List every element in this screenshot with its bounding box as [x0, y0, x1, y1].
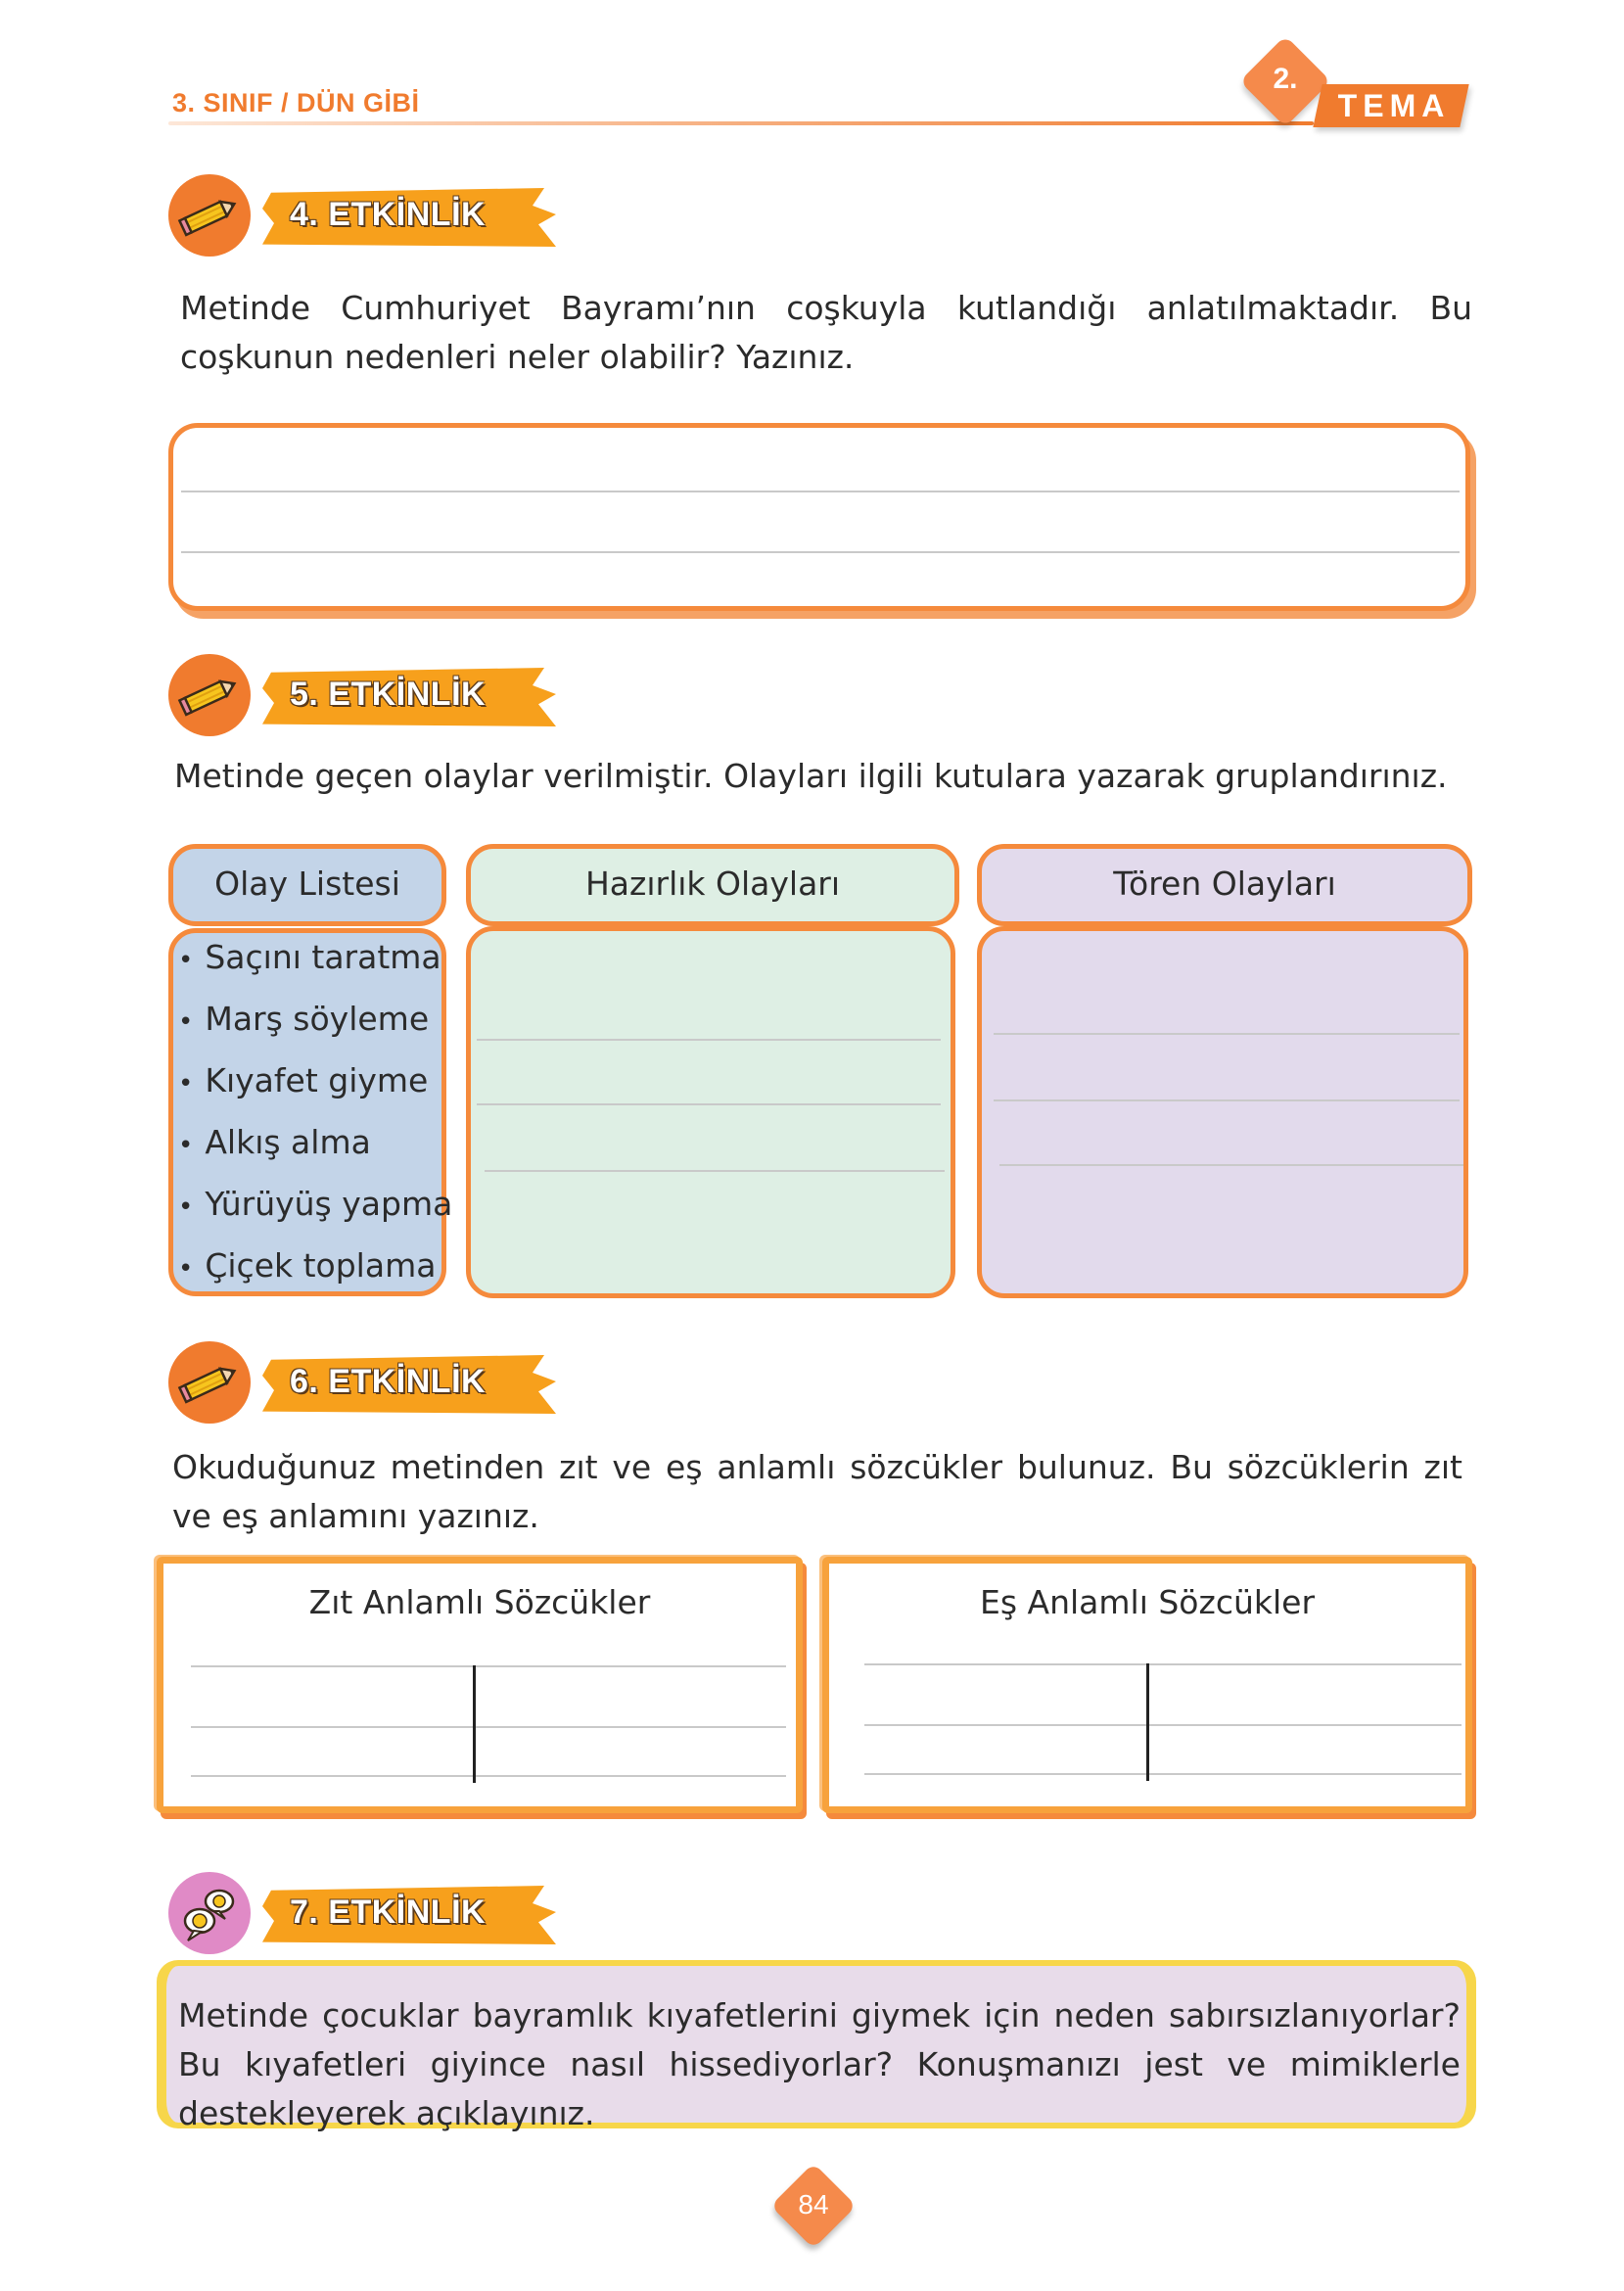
preparation-events-box[interactable] — [466, 926, 955, 1298]
pencil-icon — [168, 174, 251, 257]
activity-4-header — [168, 174, 580, 262]
theme-badge — [1241, 41, 1476, 139]
event-list-title: Olay Listesi — [168, 844, 446, 926]
theme-label: TEMA — [1337, 88, 1451, 123]
column-divider — [473, 1665, 476, 1783]
activity-7-instruction: Metinde çocuklar bayramlık kıyafetlerini giymek için neden sabırsızlanıyorlar? Bu kıyafetleri giyince nasıl hissediyorlar? Konuşmanızı jest ve mimiklerle destekleyerek açıklayınız. — [178, 1996, 1461, 2132]
event-item: • Marş söyleme — [178, 1000, 430, 1038]
writing-line — [994, 1033, 1460, 1035]
writing-line — [181, 491, 1460, 492]
speech-bubbles-icon — [168, 1872, 251, 1954]
writing-line — [191, 1726, 786, 1728]
synonyms-table[interactable] — [822, 1557, 1472, 1813]
header-underline — [168, 121, 1314, 125]
page-number: 84 — [798, 2189, 829, 2220]
ceremony-events-title: Tören Olayları — [977, 844, 1472, 926]
theme-number: 2. — [1273, 63, 1298, 95]
activity-5-label: 5. ETKİNLİK — [290, 676, 487, 713]
writing-line — [864, 1663, 1462, 1665]
antonyms-table[interactable] — [157, 1557, 803, 1813]
header-title: 3. SINIF / DÜN GİBİ — [172, 88, 420, 117]
activity-5-instruction: Metinde geçen olaylar verilmiştir. Olayları ilgili kutulara yazarak gruplandırınız. — [174, 757, 1448, 795]
activity-5-header — [168, 654, 580, 742]
activity-6-header — [168, 1341, 580, 1429]
writing-line — [485, 1170, 945, 1172]
writing-line — [181, 551, 1460, 553]
writing-line — [864, 1773, 1462, 1775]
writing-line — [994, 1099, 1460, 1101]
activity-7-prompt-box — [157, 1966, 1476, 2132]
activity-6-label: 6. ETKİNLİK — [290, 1363, 487, 1400]
event-item: • Saçını taratma — [178, 938, 441, 976]
writing-line — [999, 1164, 1463, 1166]
writing-line — [477, 1103, 941, 1105]
activity-4-instruction: Metinde Cumhuriyet Bayramı’nın coşkuyla kutlandığı anlatılmaktadır. Bu coşkunun nedenleri neler olabilir? Yazınız. — [180, 289, 1472, 376]
writing-line — [191, 1775, 786, 1777]
preparation-events-title: Hazırlık Olayları — [466, 844, 959, 926]
activity-4-answer-box[interactable] — [168, 423, 1470, 611]
activity-7-label: 7. ETKİNLİK — [290, 1894, 487, 1931]
pencil-icon — [168, 654, 251, 736]
activity-6-instruction: Okuduğunuz metinden zıt ve eş anlamlı sözcükler bulunuz. Bu sözcüklerin zıt ve eş anlamını yazınız. — [172, 1448, 1462, 1535]
writing-line — [864, 1724, 1462, 1726]
event-item: • Çiçek toplama — [178, 1246, 437, 1285]
event-item: • Yürüyüş yapma — [178, 1185, 453, 1223]
writing-line — [191, 1665, 786, 1667]
column-divider — [1146, 1663, 1149, 1781]
activity-4-label: 4. ETKİNLİK — [290, 196, 487, 233]
pencil-icon — [168, 1341, 251, 1424]
activity-7-header — [168, 1872, 580, 1960]
antonyms-title: Zıt Anlamlı Sözcükler — [308, 1583, 651, 1621]
event-list-panel — [168, 928, 446, 1296]
synonyms-title: Eş Anlamlı Sözcükler — [979, 1583, 1316, 1621]
writing-line — [477, 1039, 941, 1041]
event-item: • Alkış alma — [178, 1123, 371, 1161]
ceremony-events-box[interactable] — [977, 926, 1468, 1298]
event-item: • Kıyafet giyme — [178, 1061, 429, 1099]
